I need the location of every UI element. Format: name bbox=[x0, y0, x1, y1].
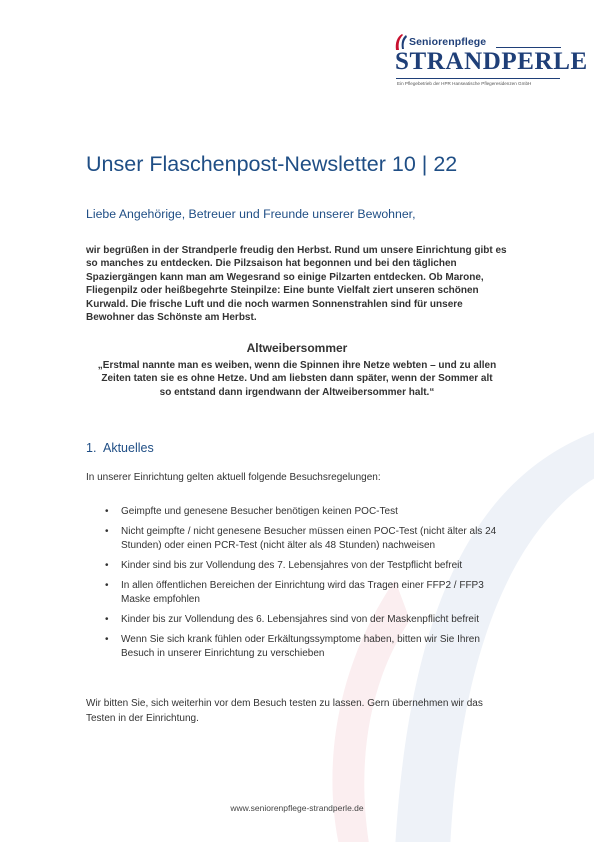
footer-website: www.seniorenpflege-strandperle.de bbox=[230, 803, 364, 813]
list-item: • Kinder sind bis zur Vollendung des 7. Lebensjahres von der Testpflicht befreit bbox=[105, 560, 463, 571]
bullet-icon: • bbox=[105, 634, 109, 645]
bullet-icon: • bbox=[105, 580, 109, 591]
section-lead-text: In unserer Einrichtung gelten aktuell folgende Besuchsregelungen: bbox=[86, 472, 381, 483]
logo-subtitle: Seniorenpflege bbox=[409, 36, 487, 48]
strandperle-logo bbox=[393, 34, 588, 90]
visiting-rules-list bbox=[86, 505, 516, 667]
closing-paragraph: Wir bitten Sie, sich weiterhin vor dem Besuch testen zu lassen. Gern übernehmen wir das Testen in der Einrichtung. bbox=[86, 698, 483, 724]
bullet-icon: • bbox=[105, 526, 109, 537]
bullet-icon: • bbox=[105, 614, 109, 625]
salutation: Liebe Angehörige, Betreuer und Freunde unserer Bewohner, bbox=[86, 207, 416, 221]
list-item: • Kinder bis zur Vollendung des 6. Lebensjahres sind von der Maskenpflicht befreit bbox=[105, 614, 479, 625]
list-item: • In allen öffentlichen Bereichen der Einrichtung wird das Tragen einer FFP2 / FFP3 Maske empfohlen bbox=[105, 580, 484, 605]
bullet-icon: • bbox=[105, 560, 109, 571]
newsletter-title: Unser Flaschenpost-Newsletter 10 | 22 bbox=[86, 152, 458, 176]
section-heading-aktuelles bbox=[86, 441, 154, 455]
altweibersommer-heading: Altweibersommer bbox=[246, 341, 348, 355]
section-number: 1. bbox=[86, 441, 97, 455]
logo-wordmark: STRANDPERLE bbox=[395, 48, 588, 75]
logo-underline bbox=[396, 78, 560, 79]
section-title: Aktuelles bbox=[103, 441, 154, 455]
bullet-icon: • bbox=[105, 506, 109, 517]
list-item: • Geimpfte und genesene Besucher benötigen keinen POC-Test bbox=[105, 506, 398, 517]
altweibersommer-quote: „Erstmal nannte man es weiben, wenn die Spinnen ihre Netze webten – und zu allen Zeiten taten sie es ohne Hetze. Und am liebsten dann später, wenn der Sommer alt so entstand dann irgendwann der Altweibersommer halt.“ bbox=[97, 360, 497, 398]
logo-tagline: Ein Pflegebetrieb der HPR Hanseatische Pflegeresidenzen GmbH bbox=[397, 81, 532, 86]
intro-paragraph: wir begrüßen in der Strandperle freudig den Herbst. Rund um unsere Einrichtung gibt es so manches zu entdecken. Die Pilzsaison hat begonnen und bei den täglichen Spaziergängen kann man am Wegesrand so einige Pilzarten entdecken. Ob Marone, Fliegenpilz oder heißbegehrte Steinpilze: Eine bunte Vielfalt ziert unseren schönen Kurwald. Die frische Luft und die noch warmen Sonnenstrahlen sind für unsere Bewohner das Schönste am Herbst. bbox=[86, 245, 507, 324]
list-item: • Nicht geimpfte / nicht genesene Besucher müssen einen POC-Test (nicht älter als 24 Stunden) oder einen PCR-Test (nicht älter als 48 Stunden) nachweisen bbox=[105, 526, 497, 551]
list-item: • Wenn Sie sich krank fühlen oder Erkältungssymptome haben, bitten wir Sie Ihren Besuch in unserer Einrichtung zu verschieben bbox=[105, 634, 480, 659]
